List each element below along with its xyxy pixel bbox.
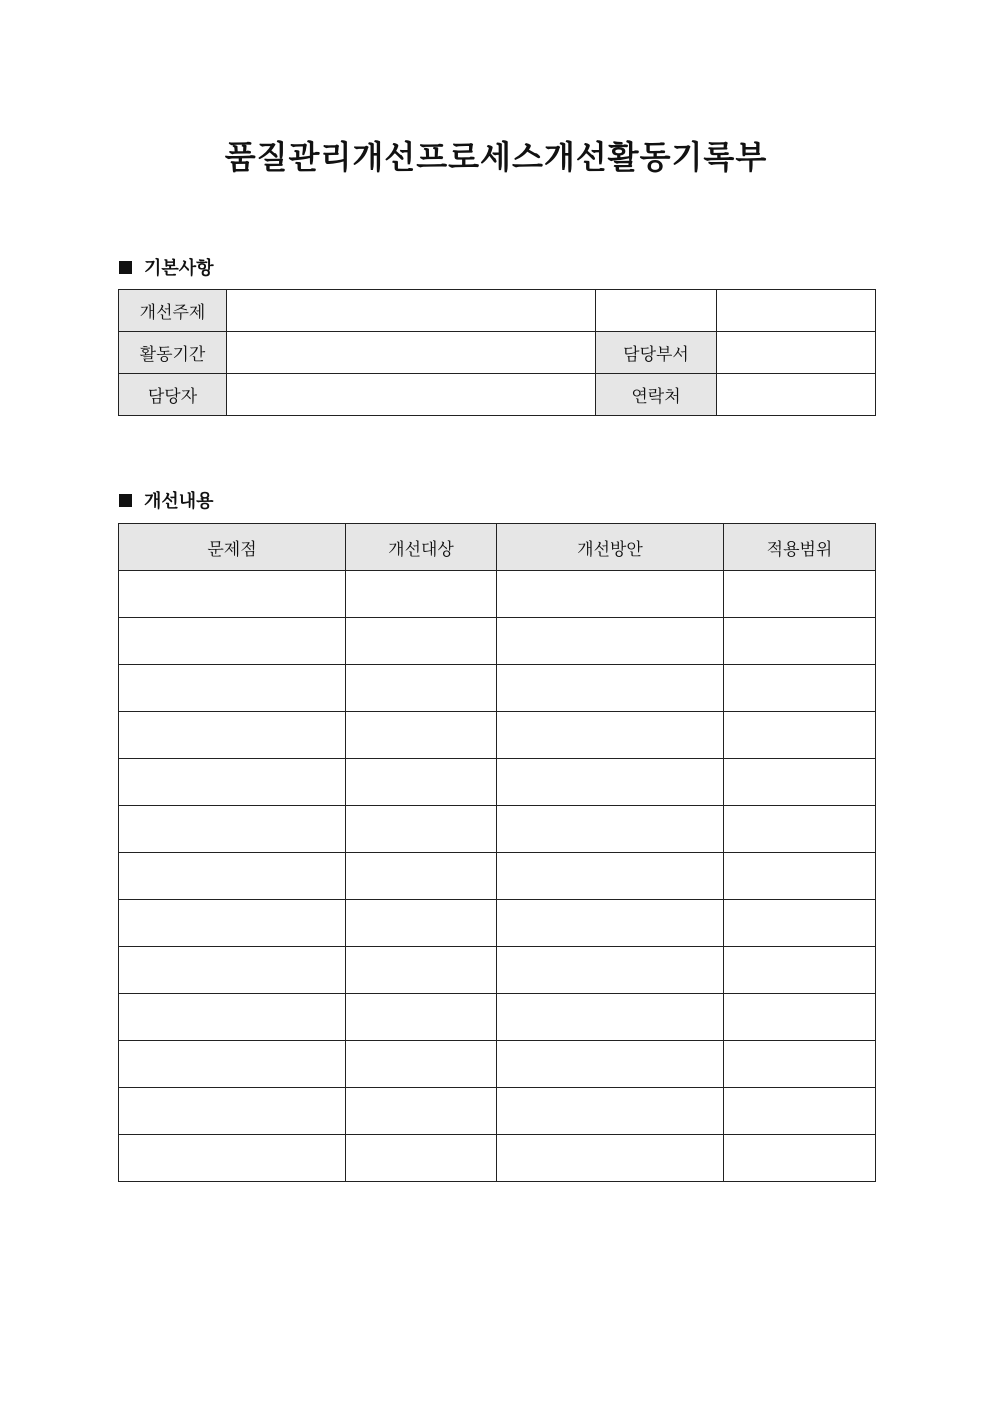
basic-info-table [118,289,876,416]
field-value[interactable] [227,374,596,416]
table-row [119,947,876,994]
table-cell[interactable] [346,994,497,1041]
table-cell[interactable] [724,994,876,1041]
field-label: 활동기간 [119,332,227,374]
table-cell[interactable] [497,853,724,900]
section-heading-label: 개선내용 [144,491,214,512]
table-cell[interactable] [346,759,497,806]
table-cell[interactable] [724,618,876,665]
column-header-target: 개선대상 [346,524,497,571]
column-header-plan: 개선방안 [497,524,724,571]
table-cell[interactable] [119,665,346,712]
table-cell[interactable] [497,759,724,806]
table-cell[interactable] [724,712,876,759]
table-row [119,853,876,900]
table-cell[interactable] [346,806,497,853]
table-cell[interactable] [346,618,497,665]
table-cell[interactable] [346,947,497,994]
field-label: 담당자 [119,374,227,416]
table-cell[interactable] [119,759,346,806]
table-row [119,290,876,332]
table-cell[interactable] [346,1088,497,1135]
table-cell[interactable] [724,1088,876,1135]
table-row [119,618,876,665]
field-value[interactable] [227,290,596,332]
table-row [119,1041,876,1088]
field-value[interactable] [717,332,876,374]
table-cell[interactable] [119,618,346,665]
field-value[interactable] [717,374,876,416]
section-heading-basic [119,254,214,280]
table-cell[interactable] [724,900,876,947]
table-cell[interactable] [119,712,346,759]
table-row [119,332,876,374]
table-row [119,571,876,618]
table-cell[interactable] [497,806,724,853]
field-label: 담당부서 [596,332,717,374]
table-row [119,374,876,416]
table-cell[interactable] [497,712,724,759]
field-value[interactable] [227,332,596,374]
table-cell[interactable] [346,853,497,900]
table-row [119,1088,876,1135]
table-cell[interactable] [724,759,876,806]
table-cell[interactable] [119,571,346,618]
table-cell[interactable] [497,947,724,994]
table-cell[interactable] [119,853,346,900]
table-cell[interactable] [724,665,876,712]
page-title: 품질관리개선프로세스개선활동기록부 [224,138,768,176]
table-cell[interactable] [119,1041,346,1088]
column-header-problem: 문제점 [119,524,346,571]
table-cell[interactable] [119,947,346,994]
column-header-scope: 적용범위 [724,524,876,571]
field-label: 개선주제 [119,290,227,332]
table-cell[interactable] [497,571,724,618]
improvement-content-table [118,523,876,1182]
table-cell[interactable] [724,947,876,994]
table-cell[interactable] [724,1041,876,1088]
table-cell[interactable] [119,900,346,947]
field-label: 연락처 [596,374,717,416]
table-cell[interactable] [497,1088,724,1135]
square-bullet-icon [119,261,132,274]
table-cell[interactable] [346,900,497,947]
table-cell[interactable] [346,712,497,759]
table-cell[interactable] [724,853,876,900]
table-cell[interactable] [497,665,724,712]
table-cell[interactable] [724,1135,876,1182]
table-cell[interactable] [346,1135,497,1182]
table-cell[interactable] [497,1041,724,1088]
table-cell[interactable] [724,806,876,853]
table-cell[interactable] [346,665,497,712]
table-cell[interactable] [119,806,346,853]
square-bullet-icon [119,494,132,507]
table-cell[interactable] [119,1088,346,1135]
table-cell[interactable] [119,1135,346,1182]
table-cell[interactable] [497,618,724,665]
section-heading-content [119,487,214,513]
table-header-row [119,524,876,571]
table-cell[interactable] [119,994,346,1041]
table-cell[interactable] [497,1135,724,1182]
table-row [119,994,876,1041]
table-cell[interactable] [497,994,724,1041]
table-cell[interactable] [346,571,497,618]
field-value[interactable] [596,290,717,332]
field-value[interactable] [717,290,876,332]
table-row [119,665,876,712]
table-row [119,712,876,759]
table-cell[interactable] [497,900,724,947]
table-cell[interactable] [724,571,876,618]
section-heading-label: 기본사항 [144,258,214,279]
table-cell[interactable] [346,1041,497,1088]
table-row [119,1135,876,1182]
table-row [119,759,876,806]
table-row [119,806,876,853]
table-row [119,900,876,947]
